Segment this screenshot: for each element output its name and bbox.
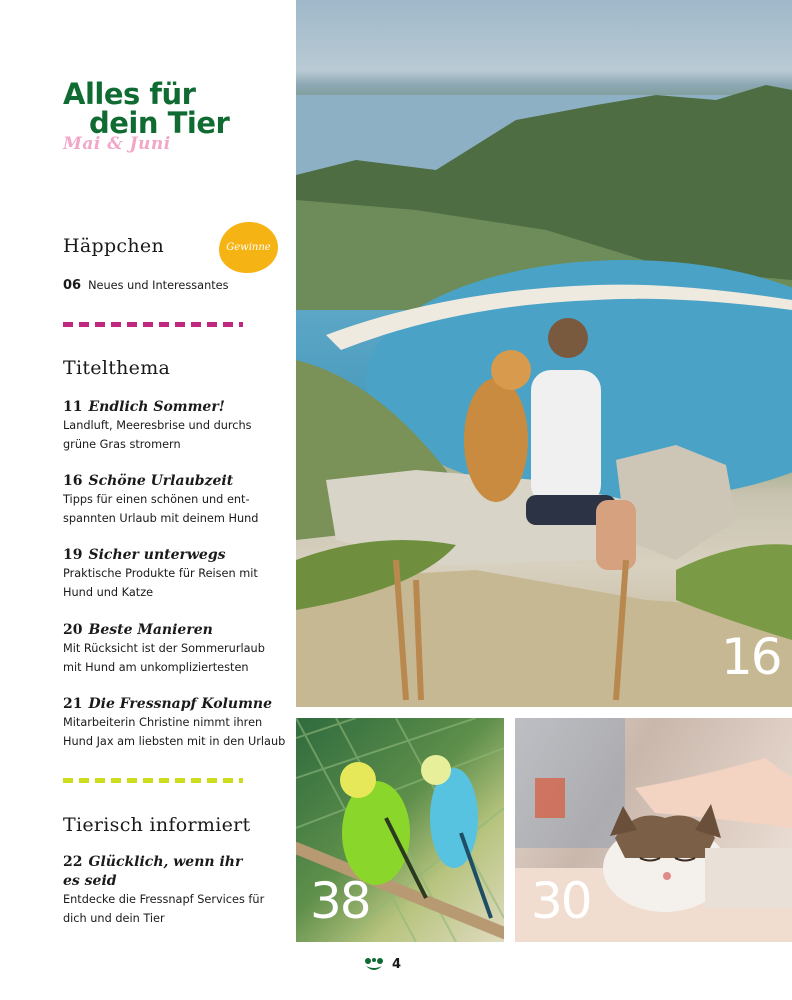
toc-item-number: 22: [63, 854, 83, 870]
toc-item-11[interactable]: [63, 398, 288, 454]
toc-item-title: Schöne Urlaubzeit: [88, 473, 234, 489]
gewinne-badge: Gewinne: [219, 222, 278, 273]
toc-item-desc-line1: Mitarbeiterin Christine nimmt ihren: [63, 716, 263, 729]
toc-item-title-line2: es seid: [63, 873, 117, 889]
photo-woman-with-dog[interactable]: [296, 0, 792, 707]
brand-header: [63, 77, 283, 154]
toc-item-desc-line1: Praktische Produkte für Reisen mit: [63, 567, 258, 580]
page-ref-30: 30: [531, 872, 591, 930]
page-ref-38: 38: [310, 872, 370, 930]
toc-item-number: 11: [63, 399, 83, 415]
toc-item-number: 19: [63, 547, 83, 563]
issue-subtitle: Mai & Juni: [63, 134, 171, 154]
toc-item-desc-line2: dich und dein Tier: [63, 911, 165, 925]
toc-item-title: Sicher unterwegs: [88, 547, 226, 563]
toc-item-heading-line2: [63, 872, 288, 891]
toc-item-number: 16: [63, 473, 83, 489]
brand-title-line2: dein Tier: [89, 106, 230, 140]
toc-item-heading: [63, 853, 288, 872]
toc-item-heading: [63, 398, 288, 417]
page-footer: [364, 956, 401, 972]
photo-budgies[interactable]: [296, 718, 504, 942]
brand-title: [63, 77, 283, 140]
toc-item-desc-line1: Mit Rücksicht ist der Sommerurlaub: [63, 642, 265, 655]
toc-item-desc-line2: mit Hund am unkompliziertesten: [63, 660, 249, 674]
divider-lime: [63, 778, 243, 783]
toc-item-number: 20: [63, 622, 83, 638]
page-number: 4: [392, 956, 402, 972]
toc-item-16[interactable]: [63, 472, 288, 528]
toc-item-title: Die Fressnapf Kolumne: [88, 696, 272, 712]
toc-item-heading: [63, 695, 288, 714]
divider-pink: [63, 322, 243, 327]
toc-item-19[interactable]: [63, 546, 288, 602]
section-title-titelthema: Titelthema: [63, 357, 171, 379]
toc-item-desc-line2: spannten Urlaub mit deinem Hund: [63, 511, 259, 525]
fressnapf-logo-icon: [364, 956, 384, 972]
section-title-haeppchen: Häppchen: [63, 235, 164, 257]
toc-item-desc-line2: Hund und Katze: [63, 585, 154, 599]
toc-item-heading: [63, 546, 288, 565]
toc-item-desc-line1: Entdecke die Fressnapf Services für: [63, 893, 265, 906]
toc-item-desc-line1: Tipps für einen schönen und ent-: [63, 493, 250, 506]
toc-item-heading: [63, 621, 288, 640]
landscape-illustration: [296, 0, 792, 707]
toc-item-20[interactable]: [63, 621, 288, 677]
toc-item-heading: [63, 472, 288, 491]
toc-item-21[interactable]: [63, 695, 288, 751]
toc-item-text: Neues und Interessantes: [88, 279, 229, 292]
toc-item-desc-line2: Hund Jax am liebsten mit in den Urlaub: [63, 734, 286, 748]
section-title-tierisch: Tierisch informiert: [63, 814, 251, 836]
toc-item-title: Endlich Sommer!: [88, 399, 225, 415]
toc-item-number: 06: [63, 278, 82, 293]
toc-item-desc-line1: Landluft, Meeresbrise und durchs: [63, 419, 252, 432]
toc-item-desc-line2: grüne Gras stromern: [63, 437, 181, 451]
toc-item-number: 21: [63, 696, 83, 712]
table-of-contents: [0, 0, 296, 1000]
toc-item-title-line1: Glücklich, wenn ihr: [88, 854, 243, 870]
toc-item-title: Beste Manieren: [88, 622, 213, 638]
brand-title-line1: Alles für: [63, 77, 196, 111]
photo-cat[interactable]: [515, 718, 792, 942]
toc-item-22[interactable]: [63, 853, 288, 928]
page-ref-16: 16: [721, 628, 781, 686]
toc-item-06[interactable]: [63, 278, 288, 294]
